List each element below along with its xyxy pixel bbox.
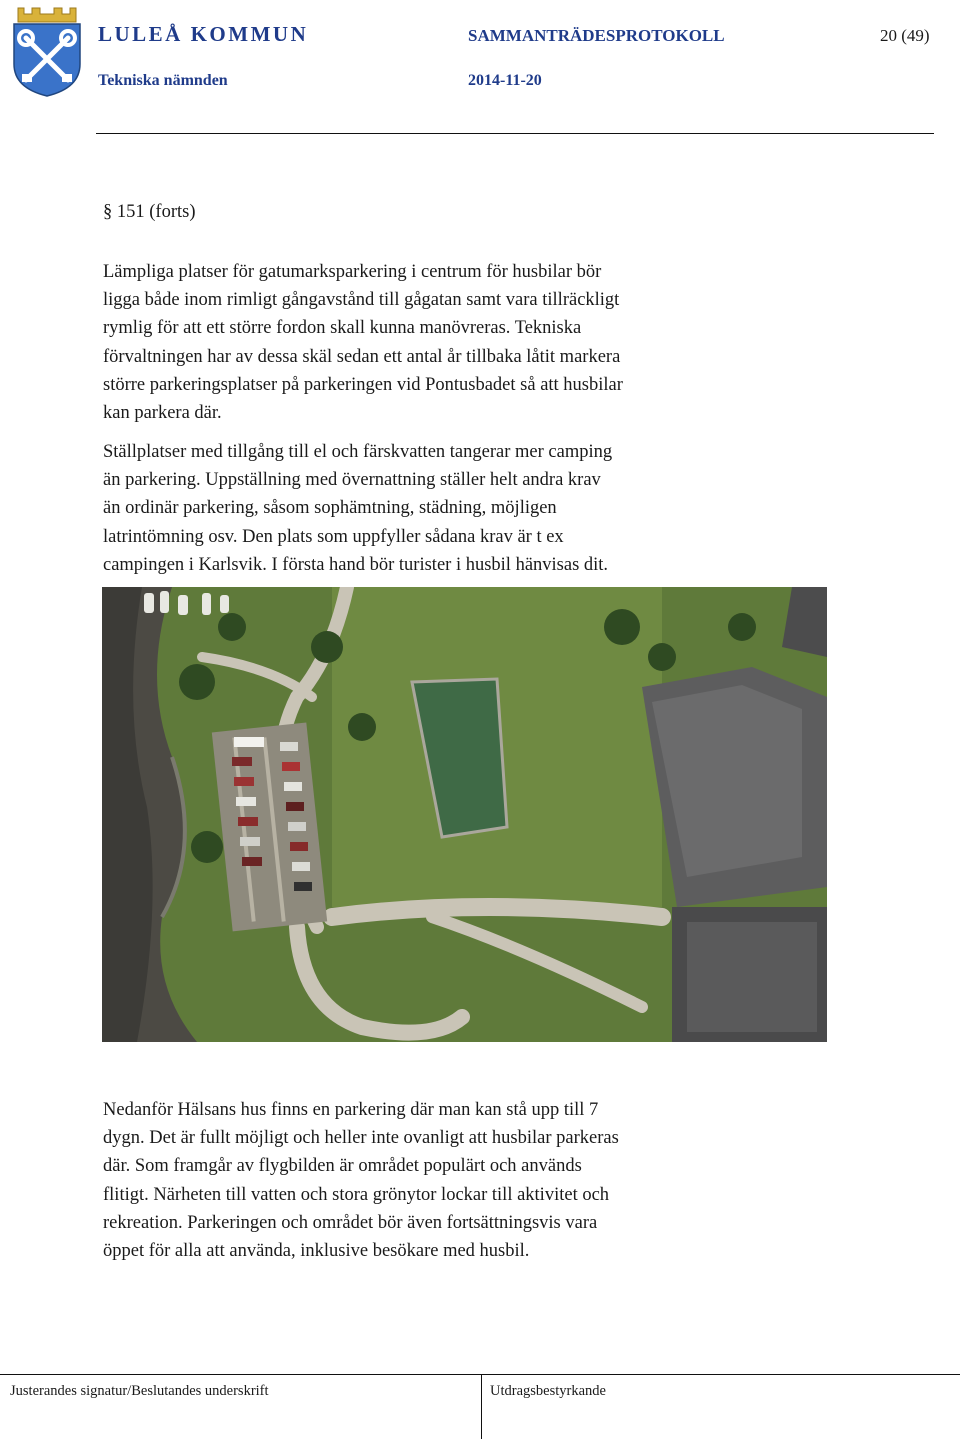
paragraph-line: större parkeringsplatser på parkeringen vid Pontusbadet så att husbilar [103, 374, 623, 395]
organization-name: LULEÅ KOMMUN [98, 22, 309, 46]
paragraph-line: Ställplatser med tillgång till el och färskvatten tangerar mer camping [103, 442, 613, 462]
paragraph-line: rekreation. Parkeringen och området bör även fortsättningsvis vara [103, 1212, 598, 1233]
paragraph-line: dygn. Det är fullt möjligt och heller inte ovanligt att husbilar parkeras [103, 1128, 619, 1149]
page-number: 20 (49) [880, 26, 930, 45]
paragraph-line: Nedanför Hälsans hus finns en parkering där man kan stå upp till 7 [103, 1100, 599, 1120]
paragraph-line: förvaltningen har av dessa skäl sedan ett antal år tillbaka låtit markera [103, 346, 621, 367]
paragraph-3 [103, 1096, 803, 1265]
paragraph-line: latrintömning osv. Den plats som uppfyller sådana krav är t ex [103, 526, 564, 547]
paragraph-line: flitigt. Närheten till vatten och stora grönytor lockar till aktivitet och [103, 1184, 610, 1205]
paragraph-line: öppet för alla att använda, inklusive besökare med husbil. [103, 1241, 530, 1262]
paragraph-line: rymlig för att ett större fordon skall kunna manövreras. Tekniska [103, 318, 582, 339]
footer-column-divider [481, 1374, 482, 1439]
paragraph-line: kan parkera där. [103, 403, 222, 424]
signature-label: Justerandes signatur/Beslutandes underskrift [10, 1383, 269, 1399]
paragraph-line: Lämpliga platser för gatumarksparkering i centrum för husbilar bör [103, 262, 602, 282]
coat-of-arms-logo [10, 4, 84, 98]
paragraph-2 [103, 438, 803, 579]
aerial-photo [102, 587, 827, 1042]
footer-divider [0, 1374, 960, 1375]
header-divider [96, 133, 934, 134]
extract-certification-label: Utdragsbestyrkande [490, 1383, 606, 1399]
paragraph-1 [103, 258, 803, 427]
paragraph-line: där. Som framgår av flygbilden är området populärt och används [103, 1156, 582, 1177]
document-type: SAMMANTRÄDESPROTOKOLL [468, 26, 725, 45]
department-name: Tekniska nämnden [98, 72, 228, 89]
section-heading: § 151 (forts) [103, 202, 196, 222]
paragraph-line: campingen i Karlsvik. I första hand bör turister i husbil hänvisas dit. [103, 554, 609, 575]
meeting-date: 2014-11-20 [468, 72, 542, 89]
paragraph-line: än parkering. Uppställning med övernattning ställer helt andra krav [103, 470, 601, 491]
paragraph-line: än ordinär parkering, såsom sophämtning, städning, möjligen [103, 498, 557, 519]
paragraph-line: ligga både inom rimligt gångavstånd till gågatan samt vara tillräckligt [103, 290, 620, 311]
